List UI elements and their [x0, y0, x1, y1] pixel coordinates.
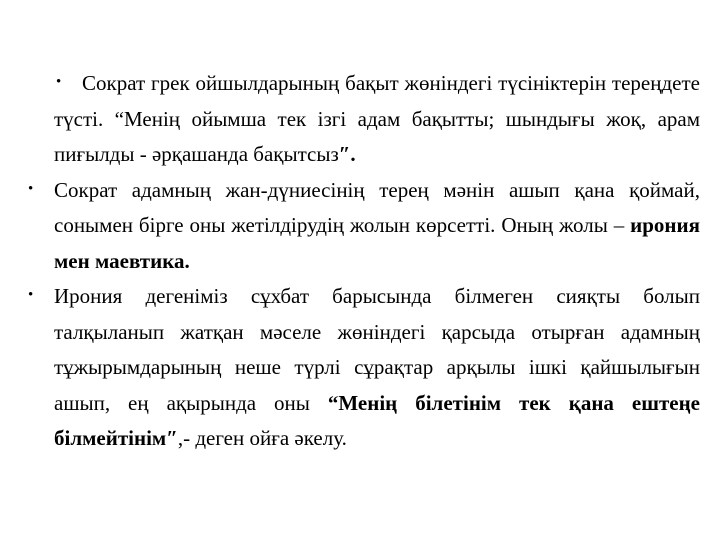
- bullet-item-socrates-happiness: [28, 66, 700, 173]
- bullet-text-bold: ирония мен маевтика.: [54, 213, 700, 273]
- bullet-item-irony: [28, 279, 700, 457]
- bullet-text-end: ,- деген ойға әкелу.: [177, 426, 347, 450]
- bullet-text: Сократ грек ойшылдарының бақыт жөніндегі түсініктерін тереңдете түсті. “Менің ойымша тек ізгі адам бақытты; шындығы жоқ, арам пиғылды - әрқашанда бақытсыз: [54, 71, 700, 166]
- bullet-text-bold: “Менің білетінім тек қана ештеңе білмейтінім″: [54, 390, 700, 450]
- bullet-text: Сократ адамның жан-дүниесінің терең мәнін ашып қана қоймай, сонымен бірге оны жетілдірудің жолын көрсетті. Оның жолы –: [54, 177, 700, 237]
- bullet-icon: •: [28, 180, 34, 197]
- bullet-text-bold: ″.: [338, 142, 356, 166]
- bullet-text: Ирония дегеніміз сұхбат барысында білмеген сияқты болып талқыланып жатқан мәселе жөніндегі қарсыда отырған адамның тұжырымдарының неше түрлі сұрақтар арқылы ішкі қайшылығын ашып, ең ақырында оны: [54, 284, 700, 415]
- bullet-icon: •: [56, 74, 62, 90]
- bullet-item-socrates-soul: [28, 173, 700, 280]
- bullet-list: [28, 66, 700, 457]
- bullet-icon: •: [28, 287, 34, 303]
